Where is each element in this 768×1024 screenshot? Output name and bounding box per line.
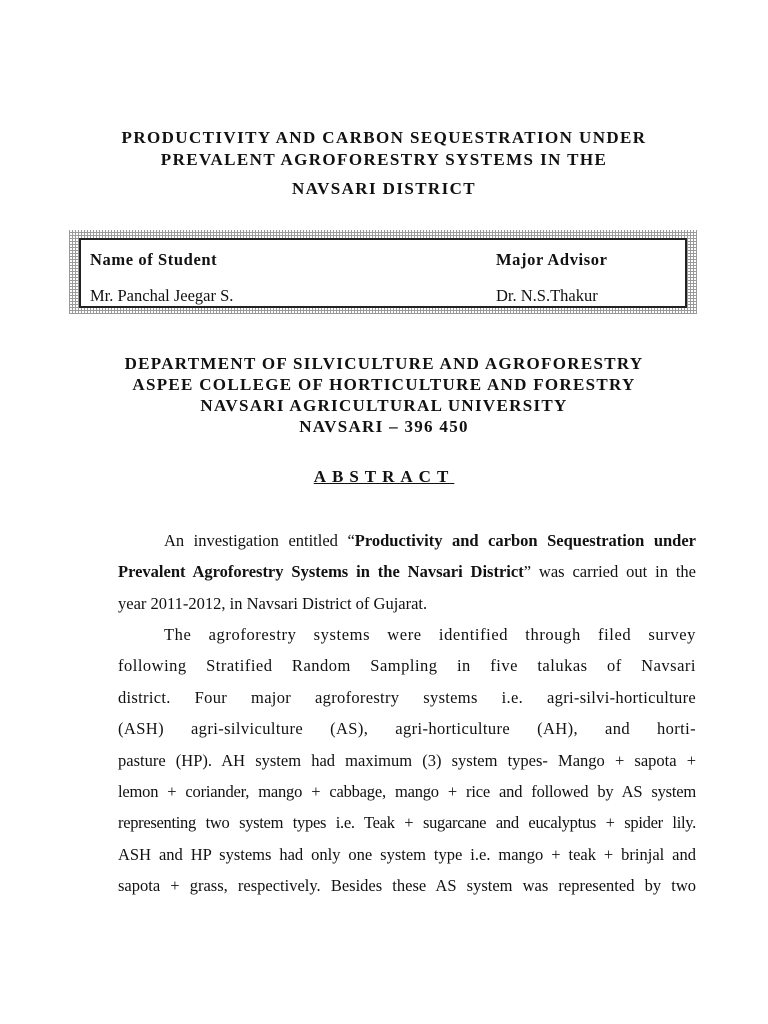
paragraph-line: following Stratified Random Sampling in five talukas of Navsari <box>118 656 696 676</box>
paragraph-line: The agroforestry systems were identified through filed survey <box>164 625 696 644</box>
abstract-paragraph-2 <box>118 619 696 902</box>
abstract-paragraph-1 <box>118 525 696 619</box>
title-line-2: PREVALENT AGROFORESTRY SYSTEMS IN THE <box>160 150 608 169</box>
info-box-shadow <box>69 230 697 314</box>
title-line-1: PRODUCTIVITY AND CARBON SEQUESTRATION UNDER <box>121 128 647 147</box>
department-line-4: NAVSARI – 396 450 <box>299 417 469 436</box>
investigation-title-part-2: Prevalent Agroforestry Systems in the Navsari District <box>118 562 524 582</box>
department-line-3: NAVSARI AGRICULTURAL UNIVERSITY <box>200 396 568 415</box>
advisor-name: Dr. N.S.Thakur <box>496 286 598 305</box>
student-label: Name of Student <box>90 250 218 269</box>
paragraph-line: ASH and HP systems had only one system type i.e. mango + teak + brinjal and <box>118 844 696 864</box>
department-block <box>0 353 768 437</box>
paragraph-line: (ASH) agri-silviculture (AS), agri-horticulture (AH), and horti- <box>118 719 696 739</box>
paragraph-line: representing two system types i.e. Teak + sugarcane and eucalyptus + spider lily. <box>118 813 696 833</box>
paragraph-line: pasture (HP). AH system had maximum (3) system types- Mango + sapota + <box>118 750 696 770</box>
paragraph-line: sapota + grass, respectively. Besides these AS system was represented by two <box>118 876 696 896</box>
paragraph-line: Prevalent Agroforestry Systems in the Navsari District” was carried out in the <box>118 562 696 582</box>
paragraph-line: district. Four major agroforestry systems i.e. agri-silvi-horticulture <box>118 687 696 707</box>
department-line-1: DEPARTMENT OF SILVICULTURE AND AGROFORESTRY <box>124 354 644 373</box>
document-title <box>0 127 768 200</box>
department-line-2: ASPEE COLLEGE OF HORTICULTURE AND FORESTRY <box>132 375 636 394</box>
paragraph-line: year 2011-2012, in Navsari District of Gujarat. <box>118 593 428 613</box>
student-name: Mr. Panchal Jeegar S. <box>90 286 234 305</box>
abstract-heading: ABSTRACT <box>313 467 455 486</box>
title-line-3: NAVSARI DISTRICT <box>291 179 477 198</box>
paragraph-line: An investigation entitled “Productivity and carbon Sequestration under <box>164 531 697 550</box>
paragraph-line: lemon + coriander, mango + cabbage, mango + rice and followed by AS system <box>118 781 696 801</box>
investigation-title-part-1: Productivity and carbon Sequestration under <box>354 531 697 550</box>
info-box <box>79 238 687 308</box>
advisor-label: Major Advisor <box>496 250 608 269</box>
